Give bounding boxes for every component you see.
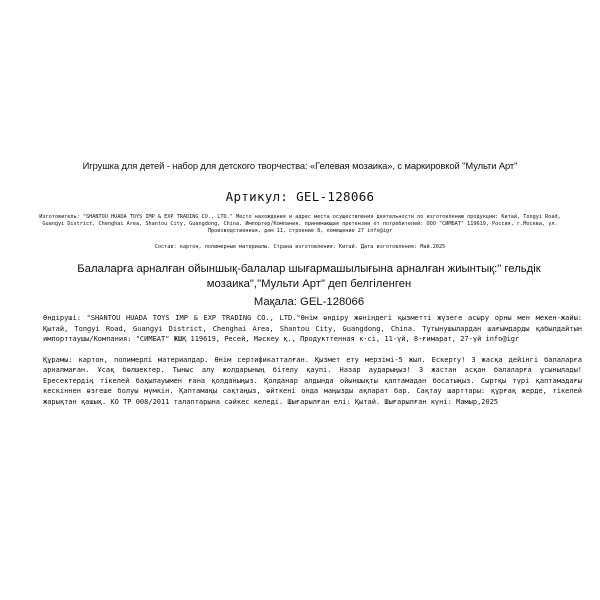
product-label bbox=[18, 158, 582, 407]
ru-composition-text: Состав: картон, полимерные материалы. Страна изготовления: Китай. Дата изготовления: Май.2025 bbox=[154, 244, 446, 250]
kz-product-title: Балаларға арналған ойыншық-балалар шығармашылығына арналған жиынтық:" гельдік мозаика","Мульти Арт" деп белгіленген bbox=[77, 263, 541, 290]
kz-body-text bbox=[43, 313, 582, 407]
ru-product-title: Игрушка для детей - набор для детского творчества: «Гелевая мозаика», с маркировкой "Мульти Арт" bbox=[82, 160, 518, 171]
ru-manufacturer-block bbox=[32, 214, 568, 235]
kz-article-number: Мақала: GEL-128066 bbox=[253, 296, 365, 308]
kz-manufacturer-paragraph: Өндіруші: "SHANTOU HUADA TOYS IMP & EXP TRADING CO., LTD."Өнім өндіру жөніндегі қызметті жүзеге асыру орны мен мекен-жайы: Қытай, Tongyi Road, Guangyi District, Chenghai Area, Shantou City, Guangdong, China. Тұтынушылардан шағымдарды қабылдайтын импорттаушы/Компания: "СИМБАТ" ЖШҚ 119619, Ресей, Мәскеу қ., Продукттенная к-сі, 11-үй, 8-ғимарат, 27-үй info@igr bbox=[43, 314, 582, 343]
ru-article-number: Артикул: GEL-128066 bbox=[225, 189, 375, 204]
kz-section bbox=[36, 262, 582, 407]
ru-manufacturer-text: Изготовитель: "SHANTOU HUADA TOYS IMP & EXP TRADING CO., LTD." Место нахождения и адрес места осуществления деятельности по изготовлению продукции: Китай, Tongyi Road, Guangyi District, Chenghai Area, Shantou City, Guangdong, China. Импортер/Компания, принимающая претензии от потребителей: ООО "СИМБАТ" 119619, Россия, г.Москва, ул. Производственная, дом 11, строение 8, помещение 27 info@igr bbox=[39, 214, 561, 234]
kz-composition-paragraph: Құрамы: картон, полимерлі материалдар. Өнім сертификатталған. Қызмет ету мерзімі-5 жыл. Ескерту! 3 жасқа дейінгі балаларға арналмаған. Ұсақ бөлшектер. Тыныс алу жолдарының бітелу қаупі. Назар аударыңыз! 3 жастан асқан балаларға ұсынылады! Ересектердің тікелей бақылауымен ғана қолданыңыз. Қолданар алдында ойыншықты қаптамадан босатыңыз. Сыртқы түрі қаптамадағы кескіннен өзгеше болуы мүмкін. Қаптамаңы сақтаңыз, өйткені онда маңызды ақпарат бар. Сақтау шарттары: құрғақ жерде, тікелей жарықтан қашық. КО ТР 008/2011 талаптарына сәйкес келеді. Шығарылған елі: Қытай. Шығарылған күні: Мамыр,2025 bbox=[43, 355, 582, 406]
